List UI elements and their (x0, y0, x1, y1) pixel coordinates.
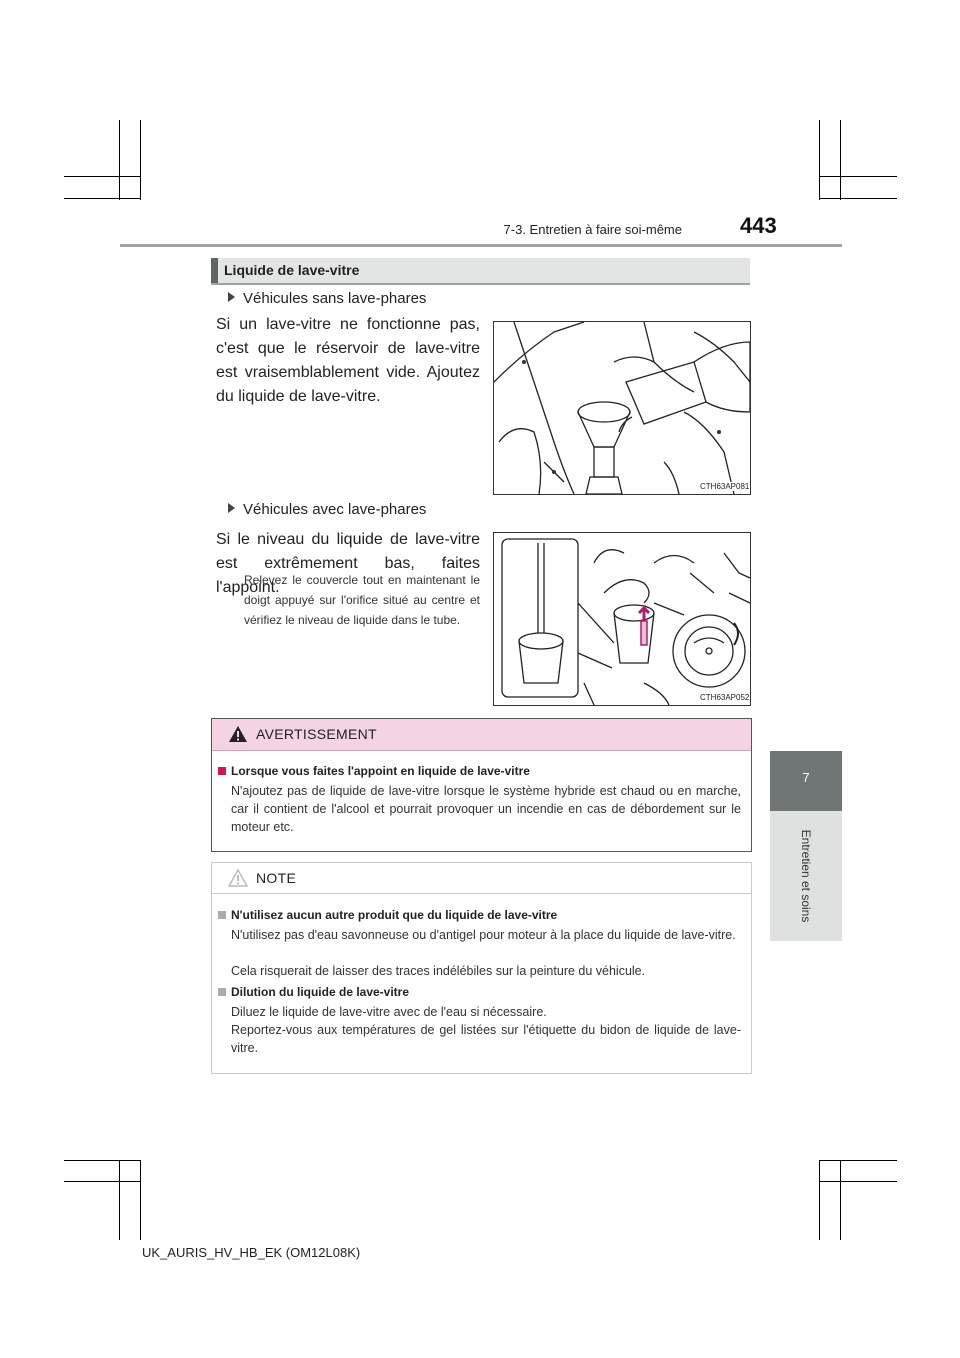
note-header-divider (212, 893, 751, 894)
paragraph-low-level: Si le niveau du liquide de lave-vitre est extrêmement bas, faites l'appoint. (216, 531, 480, 596)
triangle-bullet-icon (228, 503, 235, 513)
crop-mark (64, 176, 140, 177)
note-item-text: Cela risquerait de laisser des traces indélébiles sur la peinture du véhicule. (231, 964, 646, 978)
figure-code: CTH63AP052 (700, 693, 750, 702)
triangle-bullet-icon (228, 292, 235, 302)
paragraph-empty-reservoir: Si un lave-vitre ne fonctionne pas, c'est que le réservoir de lave-vitre est vraisemblablement vide. Ajoutez du liquide de lave-vitre. (216, 316, 480, 405)
crop-mark (840, 1160, 841, 1240)
square-bullet-icon (218, 767, 226, 775)
note-item-text: Reportez-vous aux températures de gel listées sur l'étiquette du bidon de liquide de lave-vitre. (231, 1023, 741, 1055)
crop-mark (840, 120, 841, 200)
warning-item-title-text: Lorsque vous faites l'appoint en liquide de lave-vitre (231, 764, 530, 778)
figure-code: CTH63AP081 (700, 482, 750, 491)
header-section-title: 7-3. Entretien à faire soi-même (503, 222, 682, 237)
chapter-number: 7 (802, 770, 810, 785)
crop-mark (119, 120, 120, 200)
chapter-label: Entretien et soins (799, 829, 813, 923)
warning-box (211, 718, 752, 852)
crop-mark (140, 120, 141, 200)
crop-mark (819, 1160, 820, 1240)
note-item-title-text: Dilution du liquide de lave-vitre (231, 985, 410, 999)
section-title: Liquide de lave-vitre (224, 262, 360, 278)
crop-mark (64, 1160, 140, 1161)
section-heading-bar (211, 258, 218, 283)
square-bullet-icon (218, 988, 226, 996)
note-item-title (218, 985, 409, 999)
note-title: NOTE (256, 870, 297, 886)
section-heading-line (211, 283, 750, 285)
note-box (211, 862, 752, 1074)
warning-item-text: N'ajoutez pas de liquide de lave-vitre lorsque le système hybride est chaud ou en marche, car il contient de l'alcool et pourrait provoquer un incendie en cas de débordement sur le moteur etc. (231, 784, 741, 834)
caution-triangle-icon (228, 869, 248, 887)
document-code: UK_AURIS_HV_HB_EK (OM12L08K) (142, 1245, 361, 1260)
header-divider (120, 244, 842, 247)
note-item-title-text: N'utilisez aucun autre produit que du liquide de lave-vitre (231, 908, 558, 922)
square-bullet-icon (218, 911, 226, 919)
figure-check-fluid-level (493, 532, 751, 706)
bullet-vehicles-with-headlight-washers (228, 501, 426, 518)
note-item-text: N'utilisez pas d'eau savonneuse ou d'antigel pour moteur à la place du liquide de lave-vitre. (231, 928, 736, 942)
crop-mark (819, 176, 897, 177)
crop-mark (140, 1160, 141, 1240)
figure-refill-washer-fluid (493, 321, 751, 495)
warning-header (212, 719, 751, 751)
note-item-text: Diluez le liquide de lave-vitre avec de l'eau si nécessaire. (231, 1005, 547, 1019)
bullet-vehicles-without-headlight-washers (228, 290, 426, 307)
warning-title: AVERTISSEMENT (256, 726, 377, 742)
crop-mark (119, 1160, 120, 1240)
warning-item-title (218, 764, 530, 778)
crop-mark (64, 1181, 140, 1182)
bullet-label: Véhicules sans lave-phares (243, 290, 427, 307)
illustration-pouring-fluid (494, 322, 750, 494)
crop-mark (819, 1160, 897, 1161)
paragraph-check-level: Relevez le couvercle tout en maintenant le doigt appuyé sur l'orifice situé au centre et vérifiez le niveau de liquide dans le tube. (244, 573, 480, 627)
note-item-title (218, 908, 557, 922)
crop-mark (819, 120, 820, 200)
crop-mark (819, 198, 897, 199)
page-number: 443 (740, 213, 777, 238)
warning-triangle-icon (228, 725, 248, 743)
bullet-label: Véhicules avec lave-phares (243, 501, 427, 518)
crop-mark (819, 1181, 897, 1182)
crop-mark (64, 198, 140, 199)
illustration-check-tube (494, 533, 750, 705)
